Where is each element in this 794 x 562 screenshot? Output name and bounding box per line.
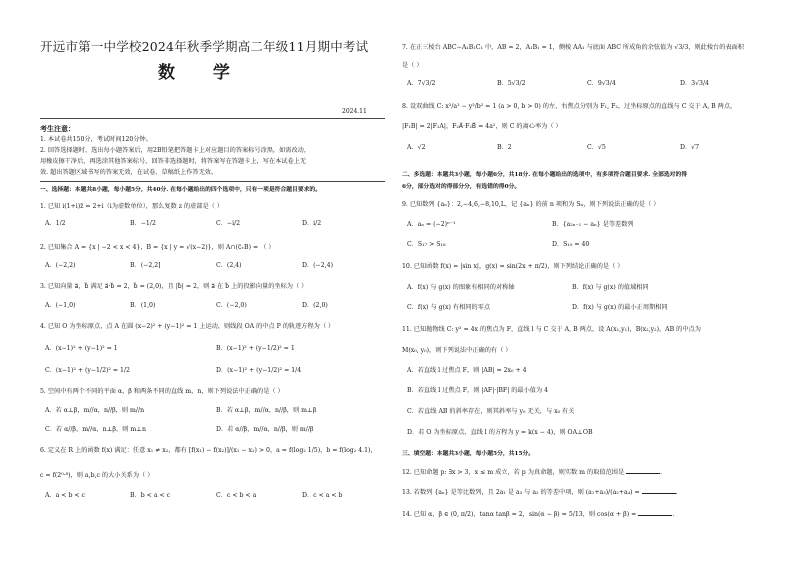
option: A．若 α⊥β，m//α，n//β，则 m//n <box>45 407 145 414</box>
option: B．(x−1)² + (y−1/2)² = 1 <box>216 345 295 352</box>
header-rule <box>40 118 385 119</box>
option: C．f(x) 与 g(x) 有相同的零点 <box>407 304 491 311</box>
exam-title: 开远市第一中学校2024年秋季学期高二年级11月期中考试 <box>40 39 369 54</box>
section-heading: 三、填空题：本题共3小题，每小题5分，共15分。 <box>402 451 535 457</box>
question-stem: 8. 设双曲线 C: x²/a² − y²/b² = 1 (a > 0, b > 0) 的左、右焦点分别为 F₁, F₂，过坐标原点的直线与 C 交于 A, B 两点， <box>402 103 737 110</box>
option: D．c < a < b <box>302 492 343 499</box>
notice-heading: 考生注意： <box>40 124 75 133</box>
option: D．f(x) 与 g(x) 的最小正周期相同 <box>572 304 668 311</box>
section-heading: 6分，部分选对的得部分分，有选错的得0分。 <box>402 184 521 190</box>
section-heading: 一、选择题：本题共8小题，每小题5分，共40分. 在每小题给出的四个选项中，只有一项是符合题目要求的。 <box>40 187 322 193</box>
option: D．若 α//β，m//α，n//β，则 m//β <box>216 426 314 433</box>
question-stem: 12. 已知命题 p: ∃x > 3，x ≤ m 成立，若 p 为真命题，则实数 m 的取值范围是 . <box>402 469 663 476</box>
option: A．若直线 l 过焦点 F，则 |AB| = 2x₀ + 4 <box>407 367 527 374</box>
question-stem: 4. 已知 O 为坐标原点，点 A 在圆 (x−2)² + (y−1)² = 1 上运动，则线段 OA 的中点 P 的轨迹方程为（ ） <box>40 323 335 330</box>
question-stem: 3. 已知向量 a⃗，b⃗ 满足 a⃗·b⃗ = 2，b⃗ = (2,0)，且 |b⃗| = 2，则 a⃗ 在 b⃗ 上的投影向量的坐标为（ ） <box>40 283 308 290</box>
option: B．2 <box>497 144 512 151</box>
option: C．c < b < a <box>216 492 257 499</box>
answer-blank[interactable] <box>626 468 660 474</box>
subject-heading: 数 学 <box>158 63 246 83</box>
option: D．3√3/4 <box>680 80 709 87</box>
option: A．√2 <box>407 144 426 151</box>
option: D．i/2 <box>302 220 322 227</box>
option: B．(−2,2] <box>130 262 161 269</box>
question-text: 12. 已知命题 p: ∃x > 3，x ≤ m 成立，若 p 为真命题，则实数 m 的取值范围是 <box>402 469 625 476</box>
option: A．(−2,2) <box>45 262 76 269</box>
option: C．S₁₇ > S₁₈ <box>407 241 446 248</box>
notice-line: 2. 回答选择题时，选出每小题答案后，用2B铅笔把答题卡上对应题目的答案标号涂黑，如需改动， <box>40 147 311 154</box>
option: A．(x−1)² + (y−1)² = 1 <box>45 345 118 352</box>
question-stem: M(x₀, y₀)，则下列说法中正确的有（ ） <box>402 347 512 354</box>
question-stem: 6. 定义在 R 上的函数 f(x) 满足：任意 x₁ ≠ x₂，都有 [f(x₁) − f(x₂)]/(x₁ − x₂) > 0，a = f(log₂ 1/5)，b = f(log₂ 4.1)， <box>40 447 377 454</box>
question-stem: 10. 已知函数 f(x) = |sin x|，g(x) = sin(2x + π/2)，则下列结论正确的是（ ） <box>402 263 624 270</box>
option: B．若 α⊥β，m//α，n//β，则 m⊥β <box>216 407 317 414</box>
option: D．若 O 为坐标原点，直线 l 的方程为 y = k(x − 4)，则 OA⊥OB <box>407 429 593 436</box>
question-text: 13. 若数列 {aₙ} 是等比数列，且 2a₁ 是 a₃ 与 a₂ 的等差中项，则 (a₁+a₃)/(a₂+a₄) = <box>402 489 640 496</box>
option: B．−1/2 <box>130 220 156 227</box>
option: B．若直线 l 过焦点 F，则 |AF|·|BF| 的最小值为 4 <box>407 387 549 394</box>
notice-rule <box>40 181 385 182</box>
option: D．√7 <box>680 144 700 151</box>
option: B．(1,0) <box>130 302 156 309</box>
option: A．a < b < c <box>45 492 86 499</box>
option: C．(−2,0) <box>216 302 247 309</box>
question-stem: 5. 空间中有两个不同的平面 α，β 和两条不同的直线 m，n，则下列说法中正确的是（ ） <box>40 388 284 395</box>
option: A．aₙ = (−2)ⁿ⁻¹ <box>407 221 456 228</box>
option: D．(2,0) <box>302 302 328 309</box>
question-stem: 14. 已知 α，β ∈ (0, π/2)，tanα tanβ = 2，sin(α − β) = 5/13，则 cos(α + β) = . <box>402 511 675 518</box>
option: C．√5 <box>587 144 606 151</box>
option: C．(x−1)² + (y−1/2)² = 1/2 <box>45 367 130 374</box>
option: D．S₁₀ = 40 <box>552 241 590 248</box>
option: B．{a₂ₙ₋₁ − aₙ} 是等差数列 <box>552 221 634 228</box>
option: A．1/2 <box>45 220 66 227</box>
option: D．(−2,4) <box>302 262 334 269</box>
question-stem: |F₁B| = 2|F₁A|，F₂A⃗·F₂B⃗ = 4a²，则 C 的离心率为（ ） <box>402 123 562 130</box>
option: B．f(x) 与 g(x) 的值域相同 <box>572 284 649 291</box>
option: C．(2,4) <box>216 262 242 269</box>
option: B．b < a < c <box>130 492 171 499</box>
question-stem: 1. 已知 i(1+i)z̄ = 2+i（i为虚数单位），那么复数 z 的虚部是（ ） <box>40 203 224 210</box>
notice-line: 用橡皮擦干净后，再选涂其他答案标号，回答非选择题时，将答案写在答题卡上，写在本试卷上无 <box>40 158 307 165</box>
option: D．(x−1)² + (y−1/2)² = 1/4 <box>216 367 302 374</box>
option: A．(−1,0) <box>45 302 76 309</box>
option: B．5√3/2 <box>497 80 526 87</box>
answer-blank[interactable] <box>642 488 676 494</box>
question-stem: 是（ ） <box>402 62 423 69</box>
answer-blank[interactable] <box>638 510 672 516</box>
option: A．f(x) 与 g(x) 的图象有相同的对称轴 <box>407 284 515 291</box>
option: C．9√3/4 <box>587 80 616 87</box>
notice-line: 效. 超出答题区域书写的答案无效，在试卷、草稿纸上作答无效。 <box>40 169 218 176</box>
option: C．若 α//β，m//α，n⊥β，则 m⊥n <box>45 426 146 433</box>
option: C．若直线 AB 的斜率存在，则其斜率与 y₀ 无关，与 x₀ 有关 <box>407 408 575 415</box>
question-stem: 9. 已知数列 {aₙ}：2,−4,6,−8,10,L，记 {aₙ} 的前 n 项和为 Sₙ，则下列说法正确的是（ ） <box>402 201 660 208</box>
exam-date: 2024.11 <box>342 108 367 115</box>
question-stem: 11. 已知抛物线 C: y² = 4x 的焦点为 F，直线 l 与 C 交于 A, B 两点，设 A(x₁,y₁)，B(x₂,y₂)，AB 的中点为 <box>402 326 701 333</box>
section-heading: 二、多选题：本题共3小题，每小题6分，共18分. 在每小题给出的选项中，有多项符合题目要求. 全部选对的得 <box>402 172 688 178</box>
option: C．−i/2 <box>216 220 241 227</box>
question-stem: 2. 已知集合 A = {x | −2 < x < 4}，B = {x | y = √(x−2)}，则 A∩(∁ᵣB) = （ ） <box>40 244 275 251</box>
question-stem: c = f(2⁰·⁸)，则 a,b,c 的大小关系为（ ） <box>40 472 154 479</box>
question-stem: 7. 在正三棱台 ABC−A₁B₁C₁ 中，AB = 2，A₁B₁ = 1，侧棱 AA₁ 与底面 ABC 所成角的余弦值为 √3/3，则此棱台的表面积 <box>402 44 744 51</box>
question-text: 14. 已知 α，β ∈ (0, π/2)，tanα tanβ = 2，sin(α − β) = 5/13，则 cos(α + β) = <box>402 511 637 518</box>
option: A．7√3/2 <box>407 80 436 87</box>
question-stem: 13. 若数列 {aₙ} 是等比数列，且 2a₁ 是 a₃ 与 a₂ 的等差中项，则 (a₁+a₃)/(a₂+a₄) = . <box>402 489 678 496</box>
notice-line: 1. 本试卷共150分，考试时间120分钟。 <box>40 136 152 143</box>
